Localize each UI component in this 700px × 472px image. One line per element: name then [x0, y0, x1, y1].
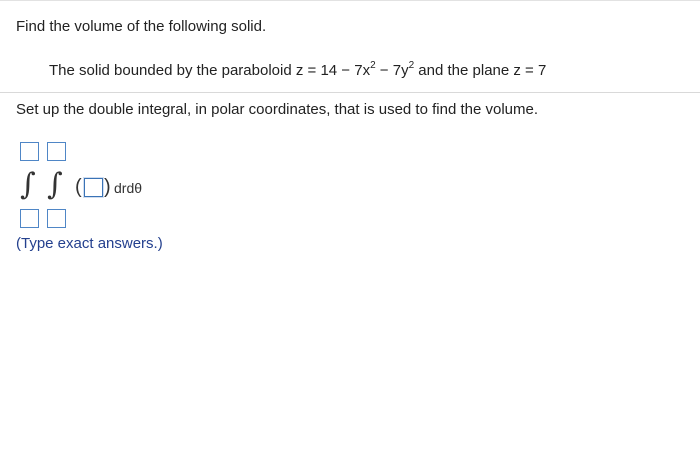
problem-statement — [49, 62, 546, 79]
instruction-text: Set up the double integral, in polar coordinates, that is used to find the volume. — [16, 101, 538, 118]
answer-format-hint: (Type exact answers.) — [16, 235, 163, 252]
outer-lower-limit-input[interactable] — [20, 209, 39, 228]
open-paren: ( — [75, 176, 82, 198]
differential-label: drdθ — [114, 180, 143, 196]
top-divider — [0, 0, 700, 1]
question-heading: Find the volume of the following solid. — [16, 18, 267, 35]
statement-prefix: The solid bounded by the paraboloid z = 14 − 7x — [49, 62, 371, 79]
statement-suffix: and the plane z = 7 — [414, 62, 547, 79]
section-divider — [0, 92, 700, 93]
exponent-x: 2 — [370, 60, 376, 71]
close-paren: ) — [104, 176, 111, 198]
inner-lower-limit-input[interactable] — [47, 209, 66, 228]
outer-integral-sign: ∫ — [20, 167, 36, 202]
inner-integral-sign: ∫ — [47, 167, 63, 202]
outer-upper-limit-input[interactable] — [20, 142, 39, 161]
integrand-input[interactable] — [84, 178, 103, 197]
statement-middle: − 7y — [375, 62, 409, 79]
inner-upper-limit-input[interactable] — [47, 142, 66, 161]
exponent-y: 2 — [408, 60, 415, 71]
